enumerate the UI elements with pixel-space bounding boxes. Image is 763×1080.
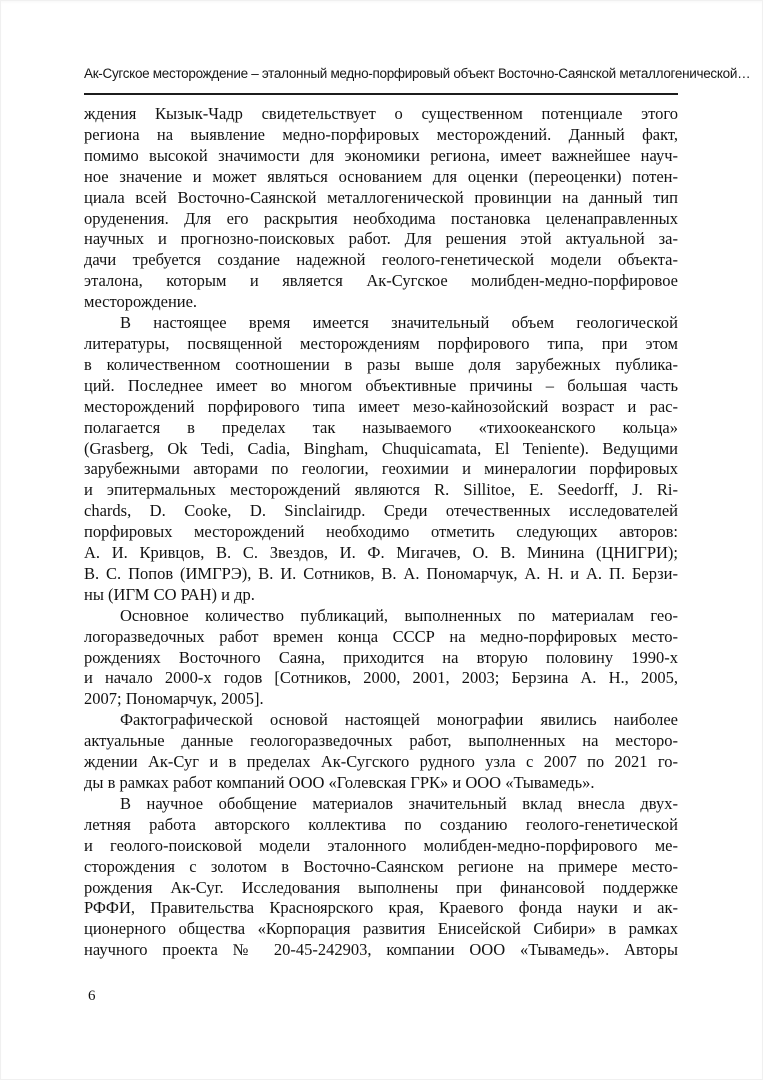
text-line: и эпитермальных месторождений являются R. Sillitoe, E. Seedorff, J. Ri-	[84, 480, 678, 500]
paragraph	[84, 104, 678, 313]
text-line: В научное обобщение материалов значительный вклад внесла двух-	[120, 793, 678, 813]
text-line: В настоящее время имеется значительный объем геологической	[120, 313, 678, 333]
text-line: циала всей Восточно-Саянской металлогенической провинции на данный тип	[84, 187, 678, 207]
text-line: порфировых месторождений необходимо отметить следующих авторов:	[84, 522, 678, 542]
text-line: литературы, посвященной месторождениям порфирового типа, при этом	[84, 333, 678, 353]
text-line: и начало 2000-х годов [Сотников, 2000, 2001, 2003; Берзина А. Н., 2005,	[84, 668, 678, 688]
text-line: chards, D. Cooke, D. Sinclairидр. Среди отечественных исследователей	[84, 501, 678, 521]
paragraph	[84, 313, 678, 606]
body-text	[84, 104, 678, 961]
text-line: и геолого-поисковой модели эталонного молибден-медно-порфирового ме-	[84, 835, 678, 855]
text-line: научного проекта № 20-45-242903, компании ООО «Тывамедь». Авторы	[84, 940, 678, 960]
text-line: эталона, которым и является Ак-Сугское молибден-медно-порфировое	[84, 271, 678, 291]
text-line: помимо высокой значимости для экономики региона, имеет важнейшее науч-	[84, 145, 678, 165]
text-line: ны (ИГМ СО РАН) и др.	[84, 584, 255, 604]
text-line: рождениях Восточного Саяна, приходится на вторую половину 1990-х	[84, 647, 678, 667]
text-line: ды в рамках работ компаний ООО «Голевская ГРК» и ООО «Тывамедь».	[84, 773, 595, 792]
text-line: дачи требуется создание надежной геолого-генетической модели объекта-	[84, 250, 678, 270]
text-line: месторождений порфирового типа имеет мезо-кайнозойский возраст и рас-	[84, 396, 678, 416]
text-line: В. С. Попов (ИМГРЭ), В. И. Сотников, В. А. Пономарчук, А. Н. и А. П. Берзи-	[84, 563, 678, 583]
text-line: ций. Последнее имеет во многом объективные причины – большая часть	[84, 375, 678, 395]
text-line: 2007; Пономарчук, 2005].	[84, 689, 264, 709]
text-line: ждения Кызык-Чадр свидетельствует о существенном потенциале этого	[84, 104, 678, 123]
text-line: Основное количество публикаций, выполненных по материалам гео-	[120, 605, 678, 625]
text-line: ждении Ак-Суг и в пределах Ак-Сугского рудного узла с 2007 по 2021 го-	[84, 752, 678, 772]
text-line: актуальные данные геологоразведочных работ, выполненных на месторо-	[84, 731, 678, 751]
text-line: РФФИ, Правительства Красноярского края, Краевого фонда науки и ак-	[84, 898, 678, 918]
text-line: (Grasberg, Ok Tedi, Cadia, Bingham, Chuquicamata, El Teniente). Ведущими	[84, 438, 678, 458]
text-line: логоразведочных работ времен конца СССР на медно-порфировых место-	[84, 626, 678, 646]
paragraph	[84, 606, 678, 711]
paragraph	[84, 710, 678, 794]
page-number: 6	[88, 988, 96, 1004]
text-line: региона на выявление медно-порфировых месторождений. Данный факт,	[84, 124, 678, 144]
text-line: в количественном соотношении в разы выше доля зарубежных публика-	[84, 354, 678, 374]
running-head: Ак-Сугское месторождение – эталонный медно-порфировый объект Восточно-Саянской металлогенической…	[84, 66, 751, 81]
text-line: полагается в пределах так называемого «тихоокеанского кольца»	[84, 417, 678, 437]
header-divider	[84, 93, 678, 95]
text-line: А. И. Кривцов, В. С. Звездов, И. Ф. Мигачев, О. В. Минина (ЦНИГРИ);	[84, 543, 678, 563]
paragraph	[84, 794, 678, 961]
text-line: месторождение.	[84, 292, 198, 312]
text-line: сторождения с золотом в Восточно-Саянском регионе на примере место-	[84, 856, 678, 876]
text-line: оруденения. Для его раскрытия необходима постановка целенаправленных	[84, 208, 678, 228]
text-line: ное значение и может являться основанием для оценки (переоценки) потен-	[84, 166, 678, 186]
text-line: зарубежными авторами по геологии, геохимии и минералогии порфировых	[84, 459, 678, 479]
text-line: Фактографической основой настоящей монографии явились наиболее	[120, 710, 678, 730]
text-line: летняя работа авторского коллектива по созданию геолого-генетической	[84, 814, 678, 834]
text-line: научных и прогнозно-поисковых работ. Для решения этой актуальной за-	[84, 229, 678, 249]
text-line: ционерного общества «Корпорация развития Енисейской Сибири» в рамках	[84, 919, 678, 939]
text-line: рождения Ак-Суг. Исследования выполнены при финансовой поддержке	[84, 877, 678, 897]
